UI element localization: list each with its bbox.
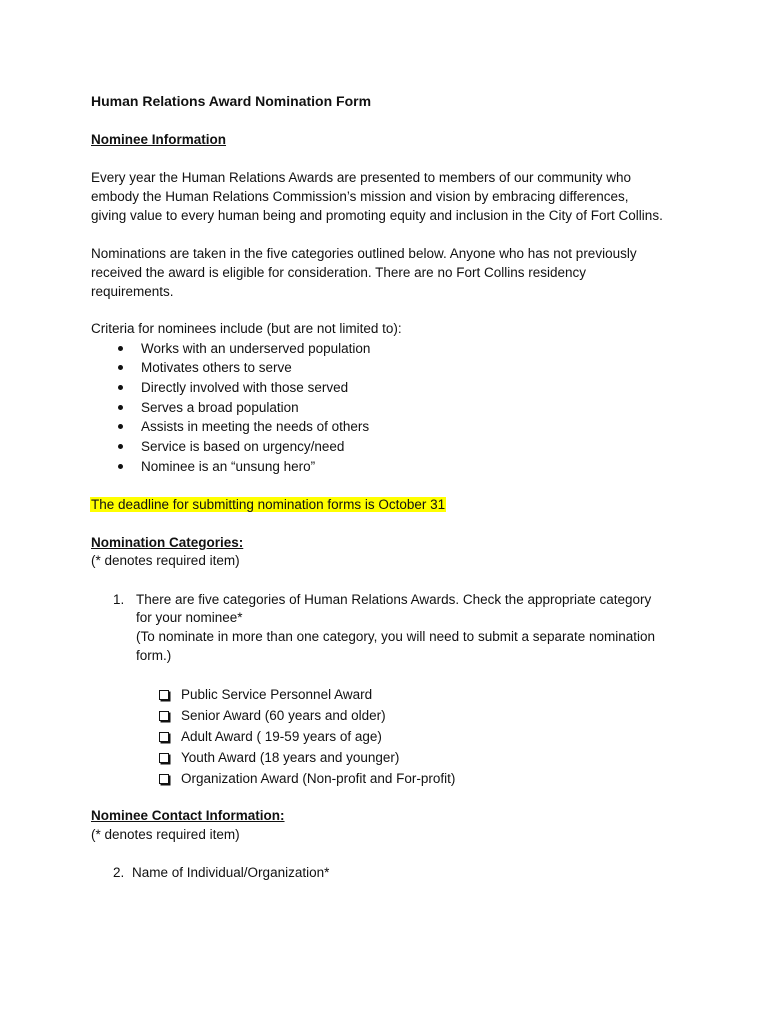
checkbox-adult[interactable] — [159, 732, 169, 742]
criteria-item: Nominee is an “unsung hero” — [141, 459, 316, 474]
bullet-icon — [118, 385, 123, 390]
question-2-label: Name of Individual/Organization* — [132, 865, 330, 880]
intro-line: embody the Human Relations Commission’s mission and vision by embracing differences, — [91, 189, 629, 204]
intro-line: Every year the Human Relations Awards are presented to members of our community who — [91, 170, 631, 185]
bullet-icon — [118, 365, 123, 370]
question-1-note: (To nominate in more than one category, you will need to submit a separate nomination — [136, 629, 656, 644]
deadline-notice — [90, 495, 446, 514]
criteria-item: Motivates others to serve — [141, 360, 292, 375]
option-label: Senior Award (60 years and older) — [181, 708, 386, 723]
checkbox-youth[interactable] — [159, 753, 169, 763]
page-title: Human Relations Award Nomination Form — [91, 93, 372, 109]
nominations-line: Nominations are taken in the five categories outlined below. Anyone who has not previously — [91, 246, 637, 261]
bullet-icon — [118, 346, 123, 351]
bullet-icon — [118, 444, 123, 449]
nominee-information-heading: Nominee Information — [91, 132, 227, 147]
question-1-text: There are five categories of Human Relations Awards. Check the appropriate category — [136, 592, 652, 607]
question-1-note: form.) — [136, 648, 172, 663]
checkbox-organization[interactable] — [159, 774, 169, 784]
option-label: Youth Award (18 years and younger) — [181, 750, 400, 765]
nominations-line: requirements. — [91, 284, 174, 299]
required-note: (* denotes required item) — [91, 827, 240, 842]
question-number: 2. — [113, 865, 125, 880]
bullet-icon — [118, 405, 123, 410]
criteria-item: Assists in meeting the needs of others — [141, 419, 370, 434]
question-number: 1. — [113, 592, 125, 607]
criteria-item: Serves a broad population — [141, 400, 299, 415]
option-label: Organization Award (Non-profit and For-profit) — [181, 771, 456, 786]
criteria-item: Directly involved with those served — [141, 380, 349, 395]
checkbox-public-service[interactable] — [159, 690, 169, 700]
question-1-text: for your nominee* — [136, 610, 243, 625]
intro-line: giving value to every human being and promoting equity and inclusion in the City of Fort Collins. — [91, 208, 663, 223]
option-label: Public Service Personnel Award — [181, 687, 373, 702]
nominee-contact-heading: Nominee Contact Information: — [91, 808, 285, 823]
criteria-item: Works with an underserved population — [141, 341, 371, 356]
nomination-categories-heading: Nomination Categories: — [91, 535, 244, 550]
required-note: (* denotes required item) — [91, 553, 240, 568]
checkbox-senior[interactable] — [159, 711, 169, 721]
criteria-item: Service is based on urgency/need — [141, 439, 345, 454]
bullet-icon — [118, 424, 123, 429]
nominations-line: received the award is eligible for consideration. There are no Fort Collins residency — [91, 265, 586, 280]
deadline-highlight: The deadline for submitting nomination forms is October 31 — [91, 497, 446, 512]
bullet-icon — [118, 464, 123, 469]
criteria-intro: Criteria for nominees include (but are not limited to): — [91, 321, 402, 336]
option-label: Adult Award ( 19-59 years of age) — [181, 729, 382, 744]
